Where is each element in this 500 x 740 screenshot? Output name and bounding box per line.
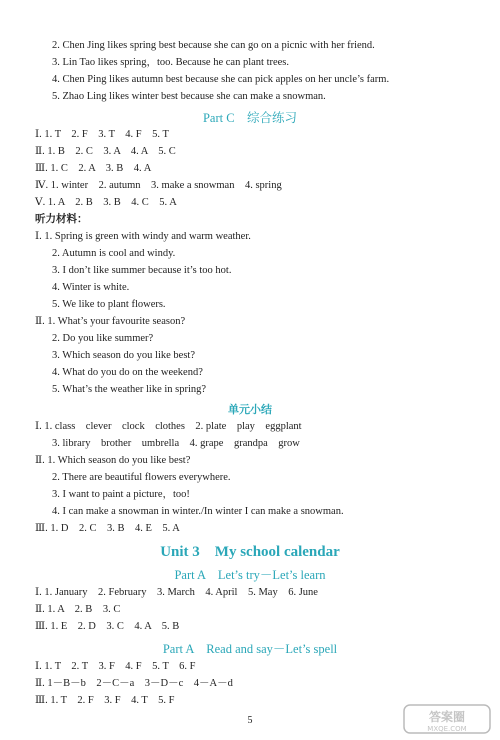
section-heading-summary: 单元小结 xyxy=(228,404,272,416)
summary-line: 3. I want to paint a picture，too! xyxy=(52,489,190,500)
section-heading-part-a-learn: Part A Let’s try－Let’s learn xyxy=(174,568,326,582)
page-number: 5 xyxy=(247,715,253,726)
answer-line: 2. Chen Jing likes spring best because she can go on a picnic with her friend. xyxy=(52,40,375,51)
section-heading-part-c: Part C 综合练习 xyxy=(202,111,298,125)
svg-text:答案圈: 答案圈 xyxy=(428,710,466,724)
summary-line: Ⅱ. 1. Which season do you like best? xyxy=(35,455,191,466)
summary-line: Ⅰ. 1. class clever clock clothes 2. plate play eggplant xyxy=(35,421,302,432)
listening-label: 听力材料： xyxy=(35,214,88,225)
listening-line: 5. What’s the weather like in spring? xyxy=(52,384,207,395)
answer-line: Ⅲ. 1. T 2. F 3. F 4. T 5. F xyxy=(35,695,175,706)
answer-line: Ⅴ. 1. A 2. B 3. B 4. C 5. A xyxy=(35,197,177,208)
answer-line: 3. Lin Tao likes spring，too. Because he can plant trees. xyxy=(52,57,290,68)
section-heading-part-a-spell: Part A Read and say－Let’s spell xyxy=(162,642,338,656)
listening-line: 2. Do you like summer? xyxy=(52,333,154,344)
answer-line: Ⅲ. 1. E 2. D 3. C 4. A 5. B xyxy=(35,621,180,632)
svg-text:MXQE.COM: MXQE.COM xyxy=(427,725,467,733)
unit-title: Unit 3 My school calendar xyxy=(160,544,340,560)
summary-line: 3. library brother umbrella 4. grape grandpa grow xyxy=(52,438,300,449)
watermark-logo xyxy=(402,702,494,736)
answer-line: Ⅰ. 1. January 2. February 3. March 4. April 5. May 6. June xyxy=(35,587,318,598)
answer-line: 5. Zhao Ling likes winter best because she can make a snowman. xyxy=(52,91,326,102)
listening-line: 3. I don’t like summer because it’s too hot. xyxy=(52,265,232,276)
listening-line: 2. Autumn is cool and windy. xyxy=(52,248,176,259)
listening-line: 5. We like to plant flowers. xyxy=(52,299,166,310)
listening-line: 4. Winter is white. xyxy=(52,282,130,293)
summary-line: Ⅲ. 1. D 2. C 3. B 4. E 5. A xyxy=(35,523,180,534)
answer-line: Ⅱ. 1. A 2. B 3. C xyxy=(35,604,121,615)
summary-line: 4. I can make a snowman in winter./In winter I can make a snowman. xyxy=(52,506,344,517)
answer-line: Ⅱ. 1. B 2. C 3. A 4. A 5. C xyxy=(35,146,176,157)
answer-line: Ⅰ. 1. T 2. T 3. F 4. F 5. T 6. F xyxy=(35,661,196,672)
listening-line: 4. What do you do on the weekend? xyxy=(52,367,203,378)
listening-line: 3. Which season do you like best? xyxy=(52,350,195,361)
summary-line: 2. There are beautiful flowers everywhere. xyxy=(52,472,231,483)
listening-line: Ⅰ. 1. Spring is green with windy and warm weather. xyxy=(35,231,251,242)
listening-line: Ⅱ. 1. What’s your favourite season? xyxy=(35,316,186,327)
answer-line: 4. Chen Ping likes autumn best because she can pick apples on her uncle’s farm. xyxy=(52,74,390,85)
answer-line: Ⅱ. 1－B－b 2－C－a 3－D－c 4－A－d xyxy=(35,678,233,689)
answer-line: Ⅰ. 1. T 2. F 3. T 4. F 5. T xyxy=(35,129,169,140)
answer-line: Ⅳ. 1. winter 2. autumn 3. make a snowman 4. spring xyxy=(35,180,282,191)
answer-line: Ⅲ. 1. C 2. A 3. B 4. A xyxy=(35,163,152,174)
